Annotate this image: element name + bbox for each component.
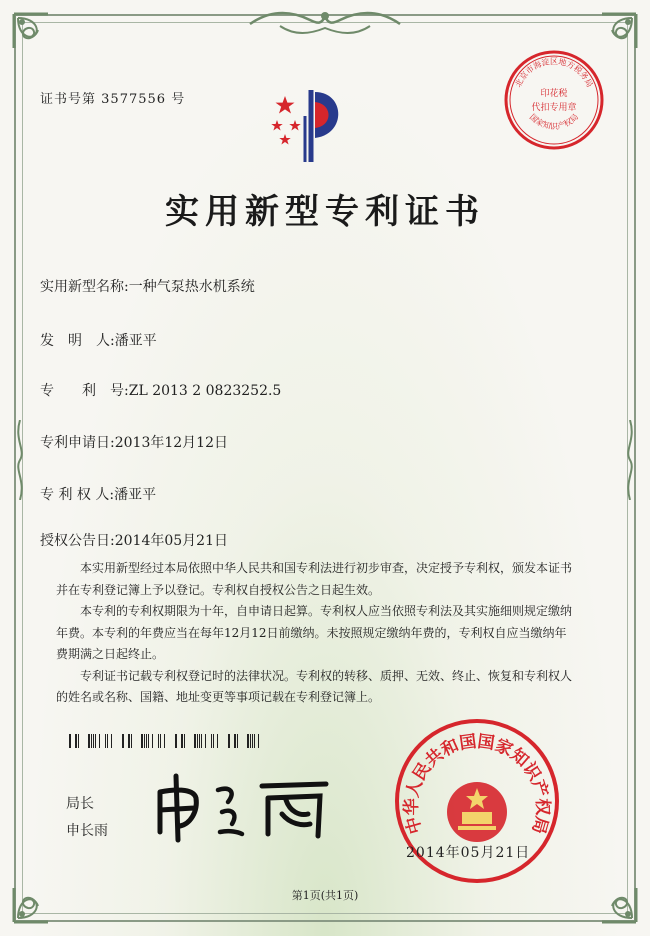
side-ornament-left <box>12 420 28 500</box>
field-value: 2014年05月21日 <box>114 533 228 549</box>
certificate-number <box>40 88 185 107</box>
svg-text:代扣专用章: 代扣专用章 <box>531 103 577 113</box>
field-value: 2013年12月12日 <box>114 435 228 451</box>
svg-text:中华人民共和国国家知识产权局: 中华人民共和国国家知识产权局 <box>401 731 553 836</box>
body-paragraph: 本专利的专利权期限为十年，自申请日起算。专利权人应当依照专利法及其实施细则规定缴纳年费。本专利的年费应当在每年12月12日前缴纳。未按照规定缴纳年费的，专利权自应当缴纳年费期满之日起终止。 <box>56 604 573 661</box>
svg-text:国家知识产权局: 国家知识产权局 <box>527 112 581 131</box>
signature-title: 局长 <box>66 796 94 812</box>
field-label: 专 利 号: <box>40 383 129 399</box>
tax-stamp-seal <box>502 48 606 152</box>
field-label: 专 利 权 人: <box>40 487 115 503</box>
field-inventor <box>40 330 157 350</box>
body-paragraph: 本实用新型经过本局依照中华人民共和国专利法进行初步审查，决定授予专利权，颁发本证书并在专利登记簿上予以登记。专利权自授权公告之日起生效。 <box>56 561 573 597</box>
field-label: 专利申请日: <box>40 435 115 451</box>
page-footer: 第1页(共1页) <box>291 889 359 902</box>
field-label: 授权公告日: <box>40 533 115 549</box>
field-value: ZL 2013 2 0823252.5 <box>128 383 282 399</box>
field-patentee <box>40 484 156 504</box>
cert-number-suffix: 号 <box>171 92 186 107</box>
field-value: 潘亚平 <box>114 333 157 349</box>
field-application-date <box>40 432 228 452</box>
field-value: 潘亚平 <box>114 487 157 503</box>
field-value: 一种气泵热水机系统 <box>128 279 255 295</box>
field-utility-model-name <box>40 276 255 296</box>
barcode <box>66 734 266 748</box>
side-ornament-right <box>622 420 638 500</box>
field-grant-date <box>40 530 228 550</box>
cert-number-label: 证书号第 <box>40 92 97 107</box>
field-label: 实用新型名称: <box>40 279 129 295</box>
svg-text:印花税: 印花税 <box>540 89 568 99</box>
field-patent-number <box>40 380 281 400</box>
field-label: 发 明 人: <box>40 333 115 349</box>
corner-ornament-top-left <box>8 8 78 78</box>
cert-number-value: 3577556 <box>101 92 167 107</box>
body-paragraph: 专利证书记载专利权登记时的法律状况。专利权的转移、质押、无效、终止、恢复和专利权人的姓名或名称、国籍、地址变更等事项记载在专利登记簿上。 <box>56 668 573 704</box>
cnipa-emblem-icon <box>265 86 365 166</box>
svg-text:北京市海淀区地方税务局: 北京市海淀区地方税务局 <box>513 57 595 89</box>
document-title: 实用新型专利证书 <box>165 192 485 232</box>
signature-name: 申长雨 <box>66 823 108 839</box>
seal-date: 2014年05月21日 <box>406 845 531 861</box>
certificate-body <box>56 558 576 709</box>
top-ornament <box>240 6 410 42</box>
handwritten-signature <box>150 762 340 847</box>
